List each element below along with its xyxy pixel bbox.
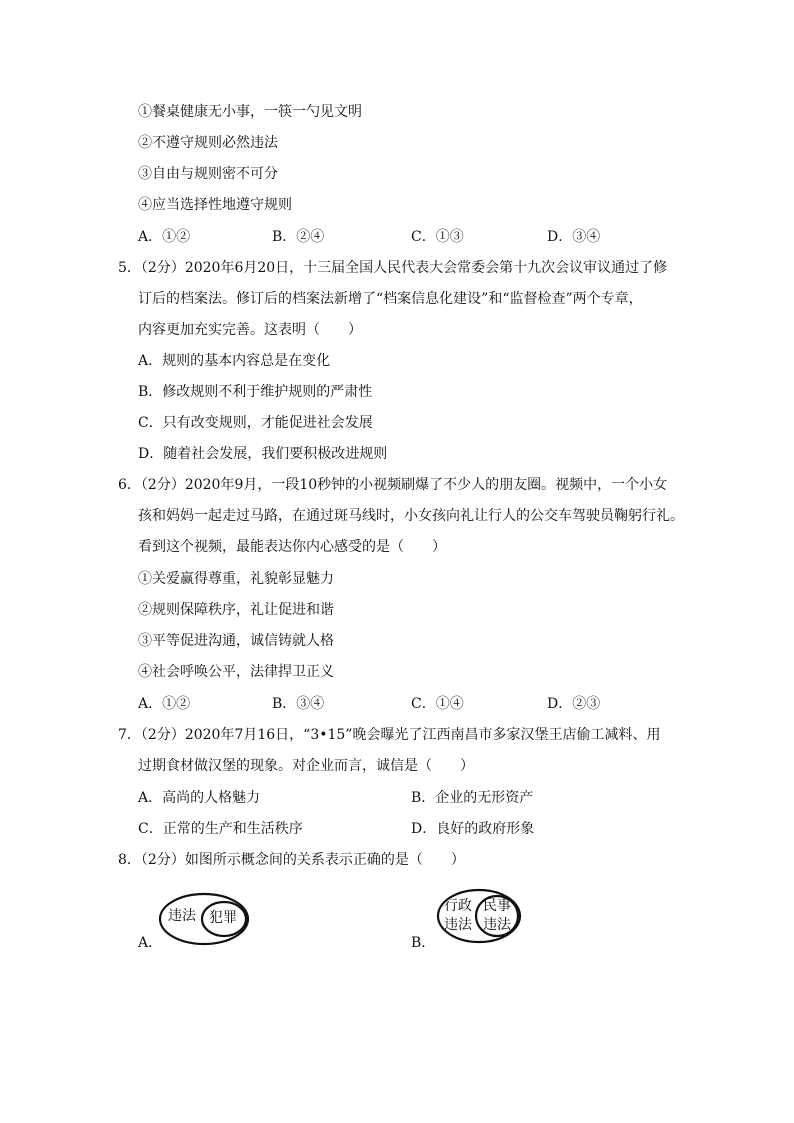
label-civil: 民事	[483, 898, 511, 914]
label-administrative: 行政	[444, 898, 472, 914]
q8-option-b[interactable]: B．	[411, 935, 436, 951]
q6-item-4: ④社会呼唤公平，法律捍卫正义	[138, 664, 334, 680]
q8-diagram-b	[436, 888, 522, 944]
q6-item-1: ①关爱赢得尊重，礼貌彰显魅力	[138, 571, 334, 587]
q6-stem-line-3: 看到这个视频，最能表达你内心感受的是（ ）	[138, 539, 446, 555]
q7-stem-line-1: 7．（2分）2020年7月16日，“3•15”晚会曝光了江西南昌市多家汉堡王店偷工减料、用	[118, 727, 661, 743]
q5-option-d[interactable]: D．随着社会发展，我们要积极改进规则	[138, 446, 388, 462]
q4-option-a[interactable]: A．①②	[138, 229, 191, 245]
q6-item-3: ③平等促进沟通，诚信铸就人格	[138, 633, 334, 649]
q5-stem-line-2: 订后的档案法。修订后的档案法新增了“档案信息化建设”和“监督检查”两个专章，	[138, 291, 643, 307]
q8-diagram-a	[158, 892, 250, 946]
q6-option-d[interactable]: D．②③	[547, 696, 601, 712]
q5-stem-line-3: 内容更加充实完善。这表明（ ）	[138, 322, 362, 338]
label-crime: 犯罪	[209, 910, 237, 926]
q7-stem-line-2: 过期食材做汉堡的现象。对企业而言，诚信是（ ）	[138, 758, 474, 774]
q4-item-3: ③自由与规则密不可分	[138, 166, 278, 182]
q8-option-a[interactable]: A．	[138, 935, 163, 951]
q4-item-4: ④应当选择性地遵守规则	[138, 197, 292, 213]
q4-option-b[interactable]: B．②④	[272, 229, 325, 245]
q7-option-a[interactable]: A．高尚的人格魅力	[138, 790, 261, 806]
q7-option-b[interactable]: B．企业的无形资产	[411, 790, 534, 806]
q7-option-d[interactable]: D．良好的政府形象	[411, 821, 535, 837]
q4-item-2: ②不遵守规则必然违法	[138, 135, 278, 151]
q6-option-a[interactable]: A．①②	[138, 696, 191, 712]
q6-stem-line-2: 孩和妈妈一起走过马路，在通过斑马线时，小女孩向礼让行人的公交车驾驶员鞠躬行礼。	[138, 508, 684, 524]
q5-stem-line-1: 5．（2分）2020年6月20日，十三届全国人民代表大会常委会第十九次会议审议通过了修	[118, 260, 668, 276]
q4-option-d[interactable]: D．③④	[547, 229, 601, 245]
q5-option-c[interactable]: C．只有改变规则，才能促进社会发展	[138, 415, 373, 431]
q6-option-b[interactable]: B．③④	[272, 696, 325, 712]
label-illegal-right: 违法	[483, 917, 511, 933]
q4-item-1: ①餐桌健康无小事，一筷一勺见文明	[138, 104, 362, 120]
q7-option-c[interactable]: C．正常的生产和生活秩序	[138, 821, 303, 837]
q5-option-a[interactable]: A．规则的基本内容总是在变化	[138, 353, 331, 369]
q4-option-c[interactable]: C．①③	[411, 229, 464, 245]
q6-option-c[interactable]: C．①④	[411, 696, 464, 712]
q6-item-2: ②规则保障秩序，礼让促进和谐	[138, 602, 334, 618]
label-illegal-left: 违法	[444, 917, 472, 933]
q8-stem-line-1: 8．（2分）如图所示概念间的关系表示正确的是（ ）	[118, 852, 465, 868]
q6-stem-line-1: 6．（2分）2020年9月，一段10秒钟的小视频刷爆了不少人的朋友圈。视频中，一个小女	[118, 477, 668, 493]
q5-option-b[interactable]: B．修改规则不利于维护规则的严肃性	[138, 384, 373, 400]
label-illegal: 违法	[168, 908, 196, 924]
